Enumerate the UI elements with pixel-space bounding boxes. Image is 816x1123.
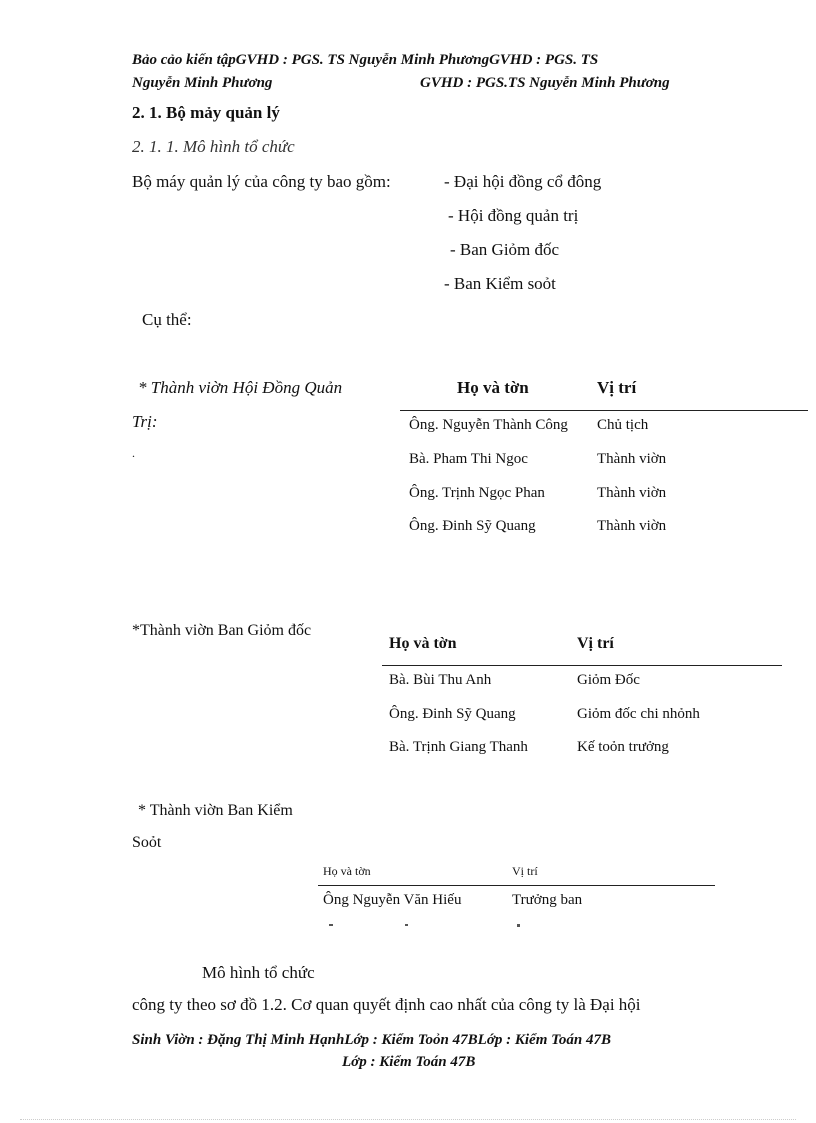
- clipped-row-mark: [329, 924, 333, 926]
- board-row-position: Chủ tịch: [597, 417, 649, 433]
- control-row-name: Ông Nguyễn Văn Hiếu: [323, 892, 462, 908]
- control-row-position: Trưởng ban: [512, 892, 583, 908]
- paragraph-line-1: Mô hình tổ chức: [202, 963, 315, 982]
- header-line-2-right: GVHD : PGS.TS Nguyễn Minh Phương: [420, 75, 670, 91]
- intro-item: - Ban Giỏm đốc: [450, 240, 560, 259]
- board-col-position: Vị trí: [597, 378, 637, 397]
- board-label: * Thành viờn Hội Đồng Quản: [138, 378, 343, 397]
- intro-item: - Đại hội đồng cổ đông: [444, 172, 602, 191]
- directors-table-rule: [382, 665, 782, 666]
- intro-item: - Hội đồng quản trị: [448, 206, 579, 225]
- directors-row-name: Ông. Đinh Sỹ Quang: [389, 706, 516, 722]
- control-table-rule: [318, 885, 715, 886]
- intro-lead: Bộ máy quản lý của công ty bao gồm:: [132, 172, 391, 191]
- subsection-title: 2. 1. 1. Mô hình tổ chức: [132, 137, 295, 156]
- footer-line-1: Sinh Viờn : Đặng Thị Minh HạnhLớp : Kiểm Toỏn 47BLớp : Kiểm Toán 47B: [132, 1032, 611, 1048]
- board-table-rule: [400, 410, 808, 411]
- stray-dot: .: [132, 446, 135, 460]
- section-title: 2. 1. Bộ mảy quản lý: [132, 103, 280, 122]
- page-bottom-border: [20, 1119, 796, 1120]
- control-label: * Thành viờn Ban Kiểm: [138, 802, 293, 819]
- board-row-name: Ông. Trịnh Ngọc Phan: [409, 485, 545, 501]
- clipped-row-mark: [517, 924, 520, 927]
- control-col-position: Vị trí: [512, 864, 538, 878]
- header-line-2-left: Nguyễn Minh Phương: [132, 75, 273, 91]
- directors-row-name: Bà. Bùi Thu Anh: [389, 672, 492, 688]
- directors-label: *Thành viờn Ban Giỏm đốc: [132, 622, 312, 639]
- clipped-row-mark: [405, 924, 408, 926]
- directors-col-name: Họ và tờn: [389, 635, 457, 652]
- directors-col-position: Vị trí: [577, 635, 614, 652]
- board-row-position: Thành viờn: [597, 485, 667, 501]
- control-label-cont: Soỏt: [132, 834, 162, 851]
- board-row-position: Thành viờn: [597, 518, 667, 534]
- control-col-name: Họ và tờn: [323, 864, 371, 878]
- directors-row-position: Giỏm Đốc: [577, 672, 640, 688]
- directors-row-position: Kế toỏn trưởng: [577, 739, 669, 755]
- cu-the-label: Cụ thể:: [142, 310, 192, 329]
- intro-item: - Ban Kiểm soỏt: [444, 274, 556, 293]
- board-col-name: Họ và tờn: [457, 378, 529, 397]
- paragraph-line-2: công ty theo sơ đồ 1.2. Cơ quan quyết định cao nhất của công ty là Đại hội: [132, 995, 641, 1014]
- directors-row-position: Giỏm đốc chi nhỏnh: [577, 706, 700, 722]
- board-row-name: Bà. Pham Thi Ngoc: [409, 451, 528, 467]
- footer-line-2: Lớp : Kiểm Toán 47B: [342, 1054, 476, 1070]
- board-row-name: Ông. Đinh Sỹ Quang: [409, 518, 536, 534]
- header-line-1: Bảo cảo kiến tậpGVHD : PGS. TS Nguyễn Minh PhươngGVHD : PGS. TS: [132, 52, 599, 68]
- board-row-position: Thành viờn: [597, 451, 667, 467]
- directors-row-name: Bà. Trịnh Giang Thanh: [389, 739, 528, 755]
- board-label-cont: Trị:: [132, 412, 158, 431]
- board-row-name: Ông. Nguyễn Thành Công: [409, 417, 568, 433]
